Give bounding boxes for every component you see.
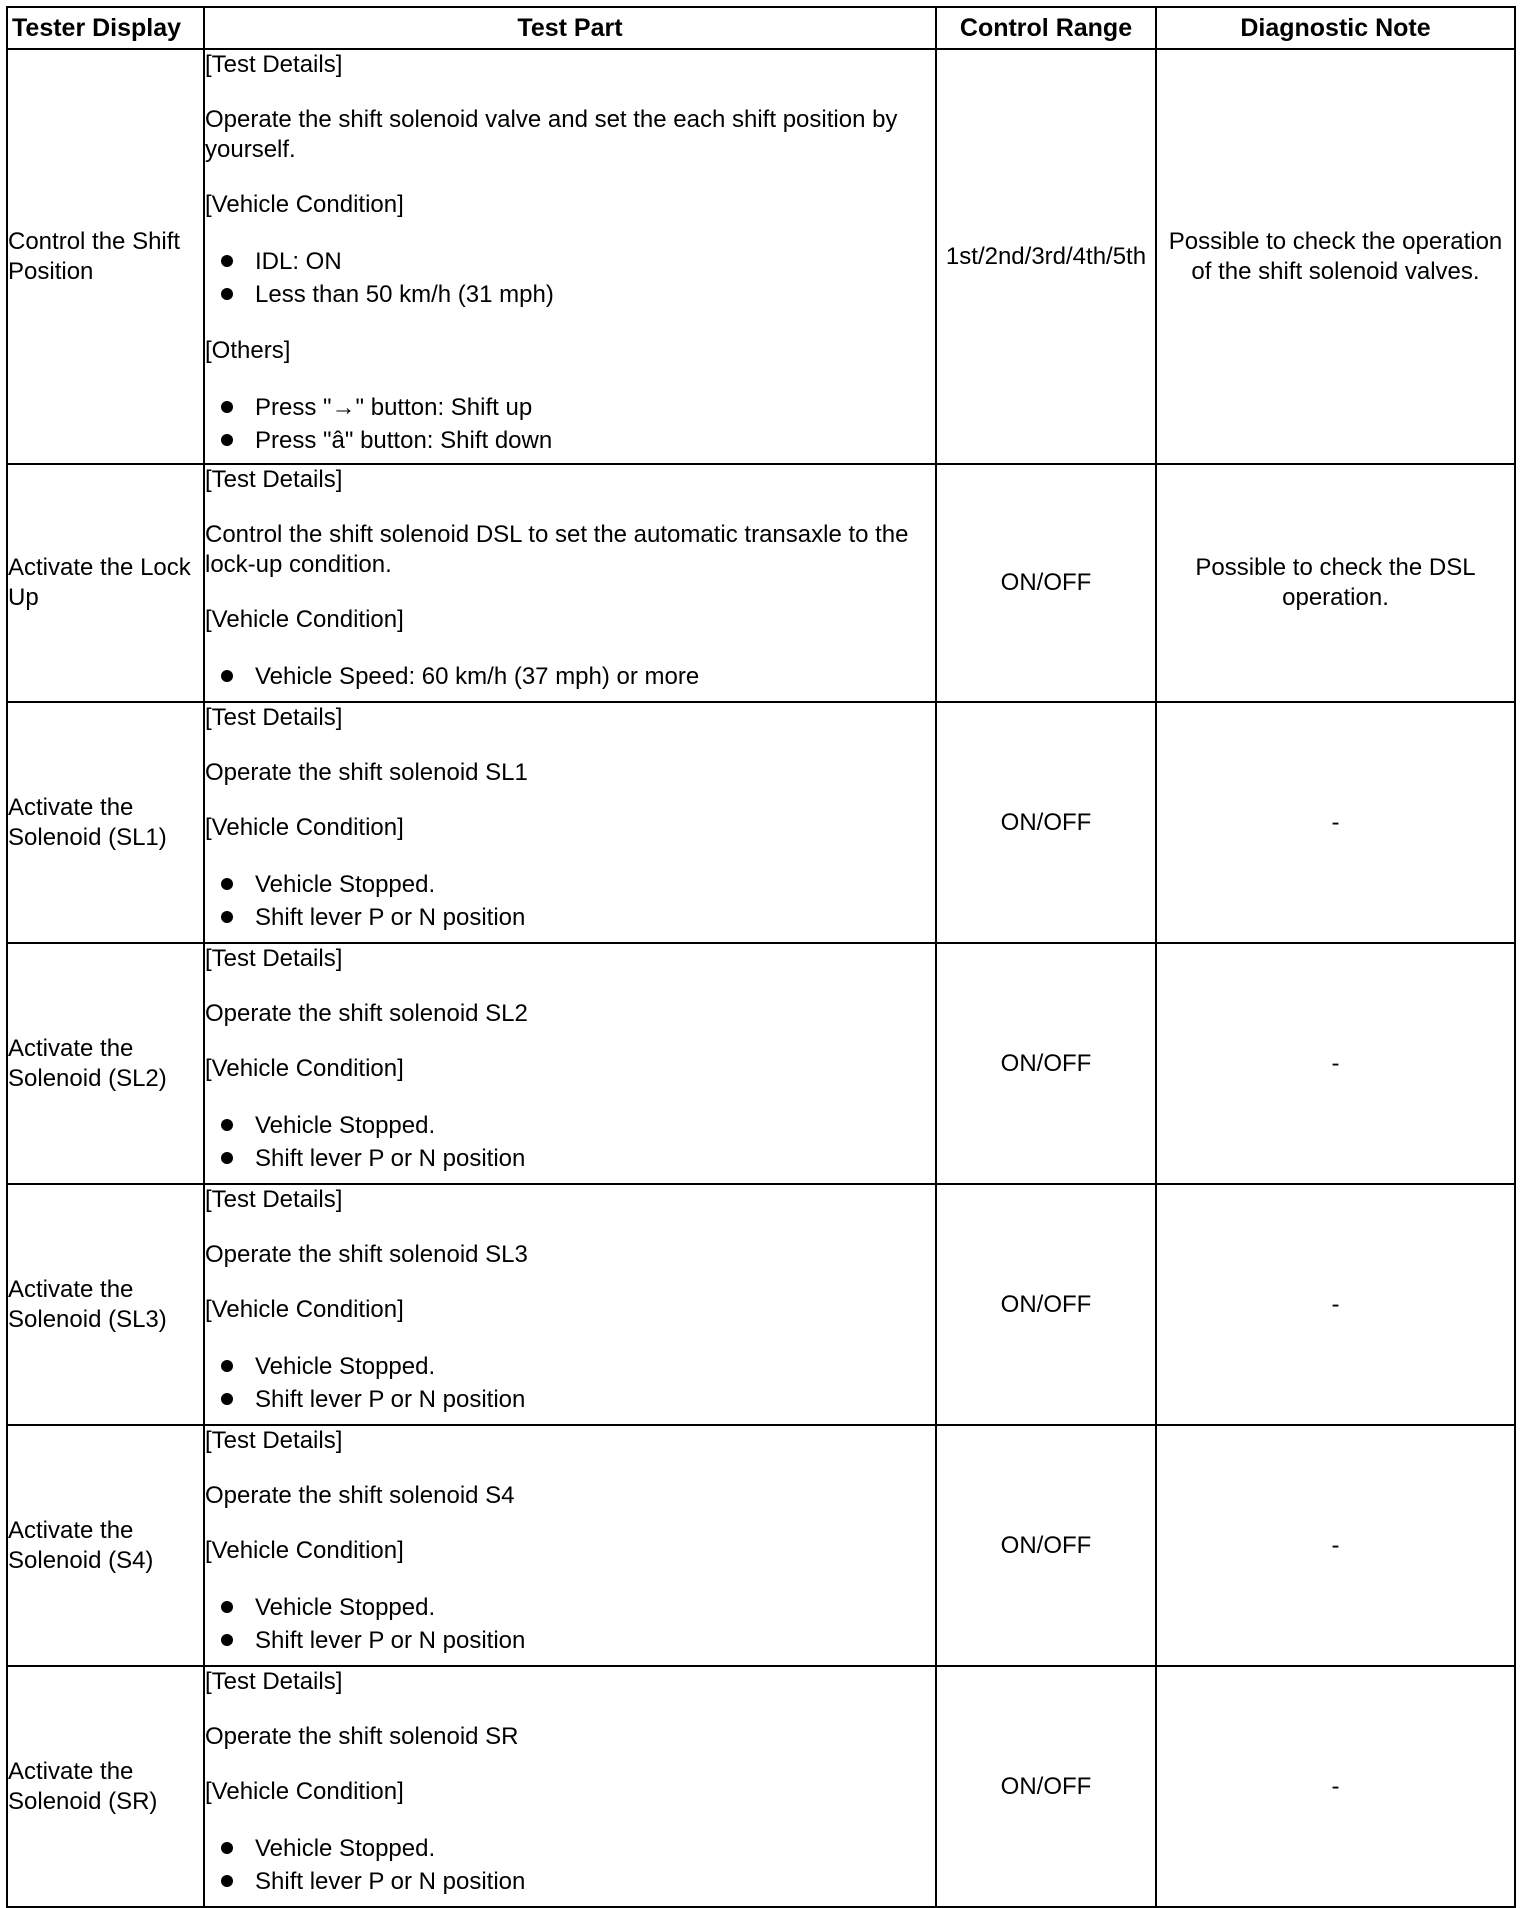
- tester-display-cell: Activate the Solenoid (SL2): [7, 943, 204, 1184]
- diagnostic-note-cell: -: [1156, 1425, 1515, 1666]
- test-details-text: Operate the shift solenoid SR: [205, 1723, 519, 1750]
- bullet-icon: [221, 670, 233, 682]
- control-range-cell: 1st/2nd/3rd/4th/5th: [936, 49, 1156, 464]
- test-part-cell: [204, 49, 936, 464]
- tester-display-cell: Activate the Lock Up: [7, 464, 204, 702]
- list-item: [205, 901, 935, 934]
- bullet-icon: [221, 1842, 233, 1854]
- bullet-icon: [221, 1360, 233, 1372]
- table-row: [7, 1184, 1515, 1425]
- control-range-cell: ON/OFF: [936, 464, 1156, 702]
- others-text: Press "â" button: Shift down: [255, 427, 553, 454]
- bullet-icon: [221, 1875, 233, 1887]
- control-range-cell: ON/OFF: [936, 702, 1156, 943]
- list-item: [205, 245, 935, 278]
- diagnostic-note-cell: Possible to check the operation of the shift solenoid valves.: [1156, 49, 1515, 464]
- table-row: [7, 702, 1515, 943]
- table-row: [7, 943, 1515, 1184]
- vehicle-condition-heading: [Vehicle Condition]: [205, 1055, 404, 1082]
- header-test-part: Test Part: [204, 7, 936, 49]
- list-item: [205, 278, 935, 311]
- bullet-icon: [221, 1393, 233, 1405]
- condition-text: Shift lever P or N position: [255, 1868, 526, 1895]
- others-heading: [Others]: [205, 337, 291, 364]
- diagnostic-note-cell: Possible to check the DSL operation.: [1156, 464, 1515, 702]
- condition-list: [205, 245, 935, 311]
- tester-display-cell: Activate the Solenoid (S4): [7, 1425, 204, 1666]
- tester-display-cell: Activate the Solenoid (SL3): [7, 1184, 204, 1425]
- table-row: [7, 49, 1515, 464]
- condition-list: [205, 660, 935, 693]
- diagnostic-note-cell: -: [1156, 943, 1515, 1184]
- control-range-cell: ON/OFF: [936, 1666, 1156, 1907]
- list-item: [205, 660, 935, 693]
- condition-text: Vehicle Stopped.: [255, 1594, 436, 1621]
- control-range-cell: ON/OFF: [936, 943, 1156, 1184]
- tester-display-cell: Activate the Solenoid (SR): [7, 1666, 204, 1907]
- diagnostic-note-cell: -: [1156, 1184, 1515, 1425]
- table-header-row: [7, 7, 1515, 49]
- others-text: Press "→" button: Shift up: [255, 394, 533, 421]
- test-details-heading: [Test Details]: [205, 51, 343, 78]
- active-test-table: [6, 6, 1516, 1908]
- list-item: [205, 391, 935, 424]
- vehicle-condition-heading: [Vehicle Condition]: [205, 191, 404, 218]
- condition-text: Shift lever P or N position: [255, 904, 526, 931]
- vehicle-condition-heading: [Vehicle Condition]: [205, 606, 404, 633]
- bullet-icon: [221, 401, 233, 413]
- list-item: [205, 1865, 935, 1898]
- others-list: [205, 391, 935, 457]
- test-part-cell: [204, 1425, 936, 1666]
- list-item: [205, 1350, 935, 1383]
- condition-list: [205, 1591, 935, 1657]
- condition-text: Shift lever P or N position: [255, 1386, 526, 1413]
- condition-text: Shift lever P or N position: [255, 1627, 526, 1654]
- test-part-cell: [204, 1666, 936, 1907]
- test-details-text: Operate the shift solenoid SL2: [205, 1000, 528, 1027]
- bullet-icon: [221, 255, 233, 267]
- vehicle-condition-heading: [Vehicle Condition]: [205, 814, 404, 841]
- tester-display-cell: Activate the Solenoid (SL1): [7, 702, 204, 943]
- bullet-icon: [221, 878, 233, 890]
- condition-text: Vehicle Stopped.: [255, 1353, 436, 1380]
- header-diagnostic-note: Diagnostic Note: [1156, 7, 1515, 49]
- list-item: [205, 1624, 935, 1657]
- bullet-icon: [221, 434, 233, 446]
- test-details-text: Operate the shift solenoid S4: [205, 1482, 515, 1509]
- bullet-icon: [221, 911, 233, 923]
- condition-list: [205, 1832, 935, 1898]
- test-details-heading: [Test Details]: [205, 1186, 343, 1213]
- diagnostic-note-cell: -: [1156, 702, 1515, 943]
- table-row: [7, 464, 1515, 702]
- bullet-icon: [221, 1634, 233, 1646]
- list-item: [205, 424, 935, 457]
- condition-list: [205, 1109, 935, 1175]
- control-range-cell: ON/OFF: [936, 1184, 1156, 1425]
- test-details-text: Control the shift solenoid DSL to set the automatic transaxle to the lock-up condition.: [205, 521, 909, 578]
- header-tester-display: Tester Display: [7, 7, 204, 49]
- bullet-icon: [221, 288, 233, 300]
- table-row: [7, 1666, 1515, 1907]
- test-part-cell: [204, 1184, 936, 1425]
- condition-text: Vehicle Stopped.: [255, 1112, 436, 1139]
- condition-text: Vehicle Stopped.: [255, 871, 436, 898]
- condition-list: [205, 1350, 935, 1416]
- test-details-heading: [Test Details]: [205, 466, 343, 493]
- test-details-text: Operate the shift solenoid SL1: [205, 759, 528, 786]
- test-part-cell: [204, 943, 936, 1184]
- list-item: [205, 868, 935, 901]
- test-details-text: Operate the shift solenoid SL3: [205, 1241, 528, 1268]
- tester-display-cell: Control the Shift Position: [7, 49, 204, 464]
- list-item: [205, 1142, 935, 1175]
- condition-text: Vehicle Stopped.: [255, 1835, 436, 1862]
- list-item: [205, 1109, 935, 1142]
- list-item: [205, 1832, 935, 1865]
- condition-text: IDL: ON: [255, 248, 342, 275]
- condition-list: [205, 868, 935, 934]
- test-details-text: Operate the shift solenoid valve and set the each shift position by yourself.: [205, 106, 898, 163]
- control-range-cell: ON/OFF: [936, 1425, 1156, 1666]
- test-details-heading: [Test Details]: [205, 945, 343, 972]
- vehicle-condition-heading: [Vehicle Condition]: [205, 1296, 404, 1323]
- vehicle-condition-heading: [Vehicle Condition]: [205, 1537, 404, 1564]
- test-details-heading: [Test Details]: [205, 1668, 343, 1695]
- test-details-heading: [Test Details]: [205, 704, 343, 731]
- table-row: [7, 1425, 1515, 1666]
- condition-text: Shift lever P or N position: [255, 1145, 526, 1172]
- condition-text: Vehicle Speed: 60 km/h (37 mph) or more: [255, 663, 700, 690]
- bullet-icon: [221, 1601, 233, 1613]
- test-details-heading: [Test Details]: [205, 1427, 343, 1454]
- test-part-cell: [204, 464, 936, 702]
- diagnostic-note-cell: -: [1156, 1666, 1515, 1907]
- list-item: [205, 1383, 935, 1416]
- vehicle-condition-heading: [Vehicle Condition]: [205, 1778, 404, 1805]
- header-control-range: Control Range: [936, 7, 1156, 49]
- bullet-icon: [221, 1152, 233, 1164]
- list-item: [205, 1591, 935, 1624]
- test-part-cell: [204, 702, 936, 943]
- bullet-icon: [221, 1119, 233, 1131]
- condition-text: Less than 50 km/h (31 mph): [255, 281, 554, 308]
